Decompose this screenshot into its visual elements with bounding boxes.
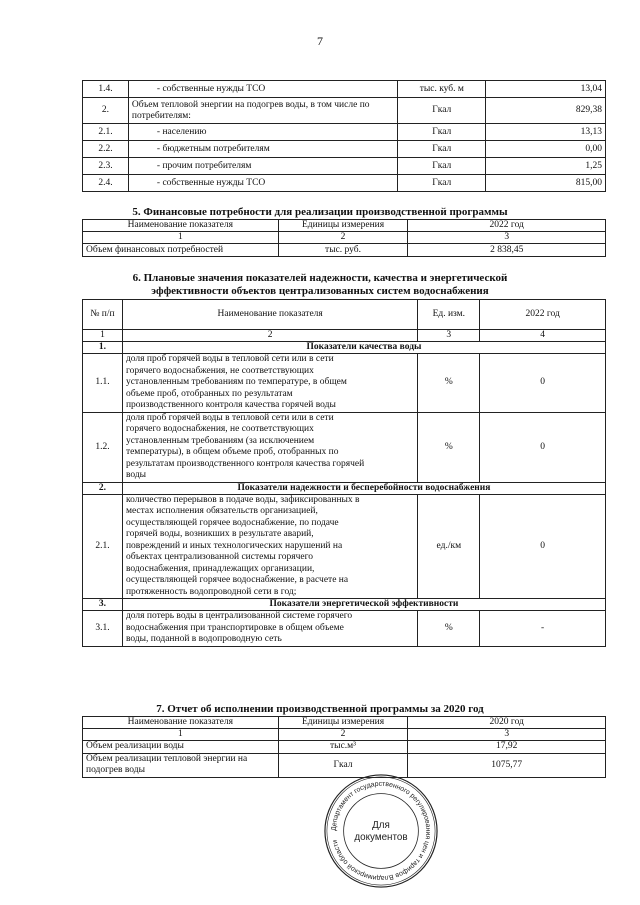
text-line: протяженность водопроводной сети в год; — [125, 586, 297, 597]
value: 1075,77 — [408, 753, 606, 777]
indicator-name: - собственные нужды ТСО — [128, 175, 397, 192]
indicator-name — [83, 753, 279, 777]
table-row — [83, 244, 606, 257]
table-section7 — [82, 716, 606, 778]
table-row — [83, 175, 606, 192]
table-row — [83, 354, 606, 413]
column-header: Единицы измерения — [278, 717, 408, 729]
column-header: Наименование показателя — [83, 717, 279, 729]
section7-title: 7. Отчет об исполнении производственной программы за 2020 год — [156, 703, 484, 715]
column-header-name: Наименование показателя — [122, 300, 417, 330]
unit: % — [418, 611, 480, 647]
group-header-row — [83, 599, 606, 611]
text-line: горячего водоснабжения, не соответствующих — [125, 424, 314, 434]
unit: Гкал — [278, 753, 408, 777]
indicator-name: - бюджетным потребителям — [128, 141, 397, 158]
table-row — [83, 158, 606, 175]
column-number: 3 — [418, 330, 480, 342]
indicator-name — [83, 741, 279, 754]
table-section5 — [82, 219, 606, 257]
value: - — [480, 611, 606, 647]
header-row — [83, 717, 606, 729]
column-number-row — [83, 232, 606, 244]
text-line: местах исполнения обязательств организацией, — [125, 506, 318, 516]
column-header: Единицы измерения — [278, 220, 408, 232]
header-row — [83, 220, 606, 232]
group-number: 2. — [83, 482, 123, 494]
value: 815,00 — [486, 175, 606, 192]
text-line: водоснабжения, принадлежащих организации, — [125, 563, 315, 574]
row-number: 2. — [83, 98, 129, 124]
text-line: количество перерывов в подаче воды, зафиксированных в — [125, 494, 360, 505]
text-line: горячей воды, возникших в результате аварий, — [125, 529, 314, 539]
text-line: доля проб горячей воды в тепловой сети или в сети — [125, 412, 334, 423]
text-line: результатам производственного контроля качества горячей — [125, 458, 365, 469]
value: 0 — [480, 412, 606, 482]
indicator-name: Объем тепловой энергии на подогрев воды, в том числе по потребителям: — [128, 98, 397, 124]
column-number: 1 — [83, 729, 279, 741]
indicator-name: Объем финансовых потребностей — [83, 244, 279, 257]
indicator-description — [122, 611, 417, 647]
unit: тыс.м³ — [278, 741, 408, 754]
row-number: 1.2. — [83, 412, 123, 482]
unit: тыс. куб. м — [398, 81, 486, 98]
unit: % — [418, 354, 480, 413]
column-number: 3 — [408, 729, 606, 741]
indicator-name: - населению — [128, 124, 397, 141]
unit: % — [418, 412, 480, 482]
indicator-description — [122, 412, 417, 482]
text-line: осуществляющей горячее водоснабжение, в расчете на — [125, 575, 349, 585]
row-number: 2.1. — [83, 494, 123, 599]
value: 17,92 — [408, 741, 606, 754]
column-number: 1 — [83, 330, 123, 342]
unit: Гкал — [398, 98, 486, 124]
column-number: 4 — [480, 330, 606, 342]
column-number: 3 — [408, 232, 606, 244]
section5-title: 5. Финансовые потребности для реализации производственной программы — [132, 206, 508, 218]
table-row — [83, 741, 606, 754]
unit: ед./км — [418, 494, 480, 599]
text-line: объеме проб, отобранных по результатам — [125, 388, 293, 399]
group-number: 3. — [83, 599, 123, 611]
group-number: 1. — [83, 342, 123, 354]
unit: Гкал — [398, 158, 486, 175]
column-number-row — [83, 330, 606, 342]
column-header-unit: Ед. изм. — [418, 300, 480, 330]
text-line: производственного контроля качества горячей воды — [125, 400, 336, 410]
column-number-row — [83, 729, 606, 741]
stamp-center-line-1: Для — [372, 820, 390, 832]
group-title: Показатели надежности и бесперебойности водоснабжения — [122, 482, 605, 494]
value: 2 838,45 — [408, 244, 606, 257]
value: 0 — [480, 494, 606, 599]
column-header: Наименование показателя — [83, 220, 279, 232]
row-number: 2.4. — [83, 175, 129, 192]
indicator-description — [122, 354, 417, 413]
group-header-row — [83, 342, 606, 354]
column-header: 2020 год — [408, 717, 606, 729]
text-line: доля проб горячей воды в тепловой сети или в сети — [125, 354, 334, 364]
column-header-number: № п/п — [83, 300, 123, 330]
header-row — [83, 300, 606, 330]
column-number: 2 — [278, 729, 408, 741]
text-line: доля потерь воды в централизованной системе горячего — [125, 611, 353, 621]
column-number: 2 — [122, 330, 417, 342]
text-line: Объем реализации тепловой энергии на — [86, 753, 248, 764]
text-line: воды, поданной в водопроводную сеть — [125, 634, 282, 644]
table-row — [83, 494, 606, 599]
text-line: горячего водоснабжения, не соответствующих — [125, 365, 314, 376]
text-line: подогрев воды — [86, 765, 145, 775]
section6-title-line2: эффективности объектов централизованных систем водоснабжения — [151, 285, 489, 297]
group-title: Показатели энергетической эффективности — [122, 599, 605, 611]
text-line: установленным требованиям по температуре, в общем — [125, 377, 347, 387]
unit: Гкал — [398, 124, 486, 141]
table-row — [83, 412, 606, 482]
unit: Гкал — [398, 175, 486, 192]
value: 1,25 — [486, 158, 606, 175]
row-number: 2.3. — [83, 158, 129, 175]
column-number: 1 — [83, 232, 279, 244]
text-line: осуществляющей горячее водоснабжение, по подаче — [125, 517, 339, 528]
section6-title-line1: 6. Плановые значения показателей надежности, качества и энергетической — [132, 272, 508, 284]
table-row — [83, 98, 606, 124]
table-section6 — [82, 299, 606, 647]
text-line: воды — [125, 470, 147, 480]
text-line: повреждений и иных технологических нарушений на — [125, 540, 343, 551]
value: 13,13 — [486, 124, 606, 141]
group-header-row — [83, 482, 606, 494]
text-line: температуры), в общем объеме проб, отобранных по — [125, 447, 339, 457]
text-line: Объем реализации воды — [86, 741, 184, 751]
value: 13,04 — [486, 81, 606, 98]
stamp-ring-text: Департамент государственного регулирования цен и тарифов Владимирской области — [330, 780, 432, 882]
official-stamp — [322, 772, 440, 890]
column-number: 2 — [278, 232, 408, 244]
row-number: 1.4. — [83, 81, 129, 98]
value: 829,38 — [486, 98, 606, 124]
table-row — [83, 124, 606, 141]
text-line: установленным требованиям (за исключением — [125, 435, 315, 446]
text-line: объектах централизованной системы горячего — [125, 552, 314, 562]
value: 0 — [480, 354, 606, 413]
page-number: 7 — [317, 34, 323, 48]
row-number: 1.1. — [83, 354, 123, 413]
row-number: 2.1. — [83, 124, 129, 141]
unit: тыс. руб. — [278, 244, 408, 257]
stamp-center-line-2: документов — [354, 831, 408, 843]
table-row — [83, 81, 606, 98]
table-row — [83, 141, 606, 158]
unit: Гкал — [398, 141, 486, 158]
table-row — [83, 611, 606, 647]
indicator-description — [122, 494, 417, 599]
row-number: 3.1. — [83, 611, 123, 647]
group-title: Показатели качества воды — [122, 342, 605, 354]
table-top — [82, 80, 606, 192]
column-header: 2022 год — [408, 220, 606, 232]
column-header-year: 2022 год — [480, 300, 606, 330]
indicator-name: - прочим потребителям — [128, 158, 397, 175]
value: 0,00 — [486, 141, 606, 158]
indicator-name: - собственные нужды ТСО — [128, 81, 397, 98]
row-number: 2.2. — [83, 141, 129, 158]
text-line: водоснабжения при транспортировке в общем объеме — [125, 622, 344, 633]
